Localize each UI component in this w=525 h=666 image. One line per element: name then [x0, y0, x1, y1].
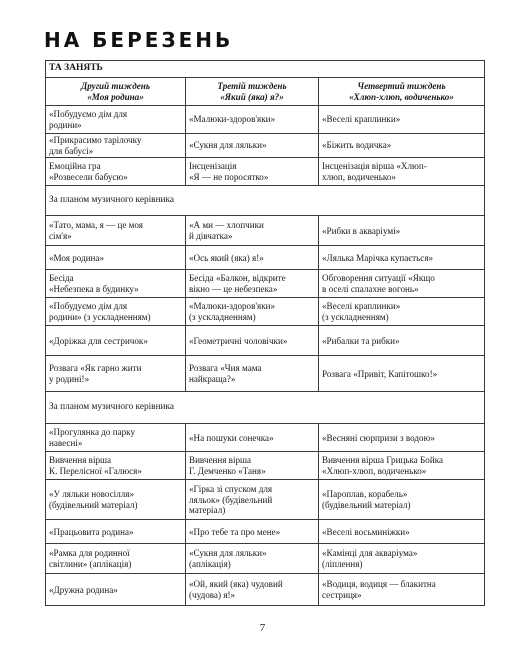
cell-line: матеріал) [189, 505, 226, 516]
table-row [46, 298, 485, 326]
table-cell [319, 520, 485, 544]
cell-line: Емоційна гра [49, 161, 101, 172]
table-cell [319, 134, 485, 158]
cell-line: (будівельний матеріал) [322, 499, 411, 510]
table-cell [319, 356, 485, 392]
cell-line: «Водиця, водиця — блакитна [322, 579, 436, 590]
section-row [46, 186, 485, 216]
cell-line: Вивчення вірша [49, 455, 112, 466]
cell-line: (чудова) я!» [189, 589, 236, 600]
table-cell [186, 216, 319, 246]
column-header: Четвертий тиждень «Хлюп-хлюп, водиченько» [319, 78, 485, 106]
table-cell [186, 520, 319, 544]
table-row [46, 544, 485, 574]
cell-line: «Про тебе та про мене» [189, 526, 281, 537]
cell-line: «Небезпека в будинку» [49, 283, 139, 294]
table-cell [46, 216, 186, 246]
table-cell [46, 424, 186, 452]
cell-line: «Я — не поросятко» [189, 171, 269, 182]
cell-line: «У ляльки новосілля» [49, 489, 135, 500]
table-cell [46, 520, 186, 544]
cell-line: «Гірка зі спуском для [189, 483, 273, 494]
table-row [46, 574, 485, 606]
section-title: ТА ЗАНЯТЬ [46, 61, 485, 78]
cell-line: (ліплення) [322, 558, 363, 569]
cell-line: «Сукня для ляльки» [189, 140, 267, 151]
table-cell [319, 216, 485, 246]
table-cell [186, 134, 319, 158]
table-cell [319, 544, 485, 574]
table-row [46, 424, 485, 452]
table-cell [186, 424, 319, 452]
cell-line: К. Перелісної «Галюся» [49, 465, 142, 476]
cell-line: «Пароплав, корабель» [322, 489, 408, 500]
section-label: За планом музичного керівника [46, 392, 485, 424]
cell-line: світлини» (аплікація) [49, 558, 132, 569]
cell-line: «Сукня для ляльки» [189, 548, 267, 559]
cell-line: «Тато, мама, я — це моя [49, 220, 143, 231]
cell-line: найкраща?» [189, 373, 236, 384]
cell-line: «Рамка для родинної [49, 548, 130, 559]
section-title-row [46, 61, 485, 78]
table-cell [319, 452, 485, 480]
cell-line: «Камінці для акваріума» [322, 548, 418, 559]
table-row [46, 480, 485, 520]
cell-line: «Весняні сюрпризи з водою» [322, 432, 435, 443]
cell-line: родини» [49, 119, 82, 130]
table-cell [186, 298, 319, 326]
cell-line: «Рибки в акваріумі» [322, 225, 401, 236]
table-cell [186, 356, 319, 392]
table-row [46, 356, 485, 392]
cell-line: «Прогулянка до парку [49, 427, 135, 438]
cell-line: родини» (з ускладненням) [49, 311, 151, 322]
column-header: Другий тиждень «Моя родина» [46, 78, 186, 106]
cell-line: й дівчатка» [189, 230, 233, 241]
table-cell [46, 574, 186, 606]
cell-line: «Прикрасимо тарілочку [49, 135, 142, 145]
table-cell [46, 326, 186, 356]
cell-line: «Малюки-здоров'яки» [189, 301, 276, 312]
table-cell [46, 544, 186, 574]
table-cell [46, 356, 186, 392]
table-cell [46, 106, 186, 134]
cell-line: Розвага «Привіт, Капітошко!» [322, 368, 438, 379]
header-row [46, 78, 485, 106]
cell-line: «Біжить водичка» [322, 140, 392, 151]
section-row [46, 392, 485, 424]
cell-line: «Працьовита родина» [49, 526, 134, 537]
cell-line: (з ускладненням) [322, 311, 389, 322]
table-cell [46, 452, 186, 480]
table-cell [319, 158, 485, 186]
cell-line: «Ой, який (яка) чудовий [189, 579, 283, 590]
section-label: За планом музичного керівника [46, 186, 485, 216]
cell-line: Інсценізація вірша «Хлюп- [322, 161, 427, 172]
cell-line: для бабусі» [49, 145, 94, 156]
cell-line: «Рибалки та рибки» [322, 335, 400, 346]
cell-line: Вивчення вірша Грицька Бойка [322, 455, 444, 466]
cell-line: «Геометричні чоловічки» [189, 335, 288, 346]
table-cell [186, 574, 319, 606]
table-cell [186, 270, 319, 298]
table-row [46, 326, 485, 356]
plan-table [45, 60, 485, 606]
table-cell [46, 480, 186, 520]
cell-line: «Лялька Марічка купається» [322, 252, 434, 263]
cell-line: «Ось який (яка) я!» [189, 252, 264, 263]
cell-line: «Хлюп-хлюп, водиченько» [322, 465, 427, 476]
cell-line: (з ускладненням) [189, 311, 256, 322]
cell-line: у родині!» [49, 373, 90, 384]
table-cell [186, 158, 319, 186]
column-header: Третій тиждень «Який (яка) я?» [186, 78, 319, 106]
table-cell [46, 270, 186, 298]
table-cell [46, 298, 186, 326]
page-heading: НА БЕРЕЗЕНЬ [44, 28, 234, 52]
table-cell [46, 158, 186, 186]
cell-line: «Моя родина» [49, 252, 105, 263]
table-cell [186, 326, 319, 356]
table-cell [319, 480, 485, 520]
cell-line: «А ми — хлопчики [189, 220, 264, 231]
cell-line: Вивчення вірша [189, 455, 252, 466]
table-cell [46, 246, 186, 270]
cell-line: «Веселі краплинки» [322, 301, 401, 312]
table-row [46, 452, 485, 480]
cell-line: вікно — це небезпека» [189, 283, 278, 294]
cell-line: Обговорення ситуації «Якщо [322, 273, 435, 284]
cell-line: сестриця» [322, 589, 362, 600]
cell-line: хлюп, водиченько» [322, 171, 396, 182]
table-cell [319, 246, 485, 270]
table-cell [186, 452, 319, 480]
table-cell [46, 134, 186, 158]
table-cell [319, 298, 485, 326]
table-cell [186, 246, 319, 270]
cell-line: «Побудуємо дім для [49, 301, 128, 312]
table-cell [186, 480, 319, 520]
cell-line: сім'я» [49, 230, 72, 241]
table-row [46, 106, 485, 134]
cell-line: «Малюки-здоров'яки» [189, 114, 276, 125]
table-cell [186, 106, 319, 134]
cell-line: Розвага «Чия мама [189, 363, 262, 374]
table-cell [319, 424, 485, 452]
table-row [46, 158, 485, 186]
cell-line: «Дружна родина» [49, 584, 118, 595]
cell-line: «Веселі восьминіжки» [322, 526, 410, 537]
table-row [46, 134, 485, 158]
cell-line: навесні» [49, 437, 83, 448]
cell-line: в оселі спалахне вогонь» [322, 283, 419, 294]
table-row [46, 520, 485, 544]
cell-line: ляльок» (будівельний [189, 494, 273, 505]
table-cell [319, 574, 485, 606]
cell-line: Інсценізація [189, 161, 237, 172]
table-cell [186, 544, 319, 574]
cell-line: Бесіда «Балкон, відкрите [189, 273, 286, 284]
table-row [46, 216, 485, 246]
table-cell [319, 270, 485, 298]
cell-line: Г. Демченко «Таня» [189, 465, 266, 476]
table-cell [319, 326, 485, 356]
cell-line: (будівельний матеріал) [49, 499, 138, 510]
cell-line: «Розвесели бабусю» [49, 171, 128, 182]
table-cell [319, 106, 485, 134]
cell-line: Розвага «Як гарно жити [49, 363, 142, 374]
page-number: 7 [259, 622, 266, 634]
cell-line: «Веселі краплинки» [322, 114, 401, 125]
cell-line: «Доріжка для сестричок» [49, 335, 148, 346]
cell-line: (аплікація) [189, 558, 231, 569]
cell-line: «Побудуємо дім для [49, 108, 128, 119]
table-row [46, 246, 485, 270]
table-row [46, 270, 485, 298]
cell-line: Бесіда [49, 273, 74, 284]
cell-line: «На пошуки сонечка» [189, 432, 274, 443]
